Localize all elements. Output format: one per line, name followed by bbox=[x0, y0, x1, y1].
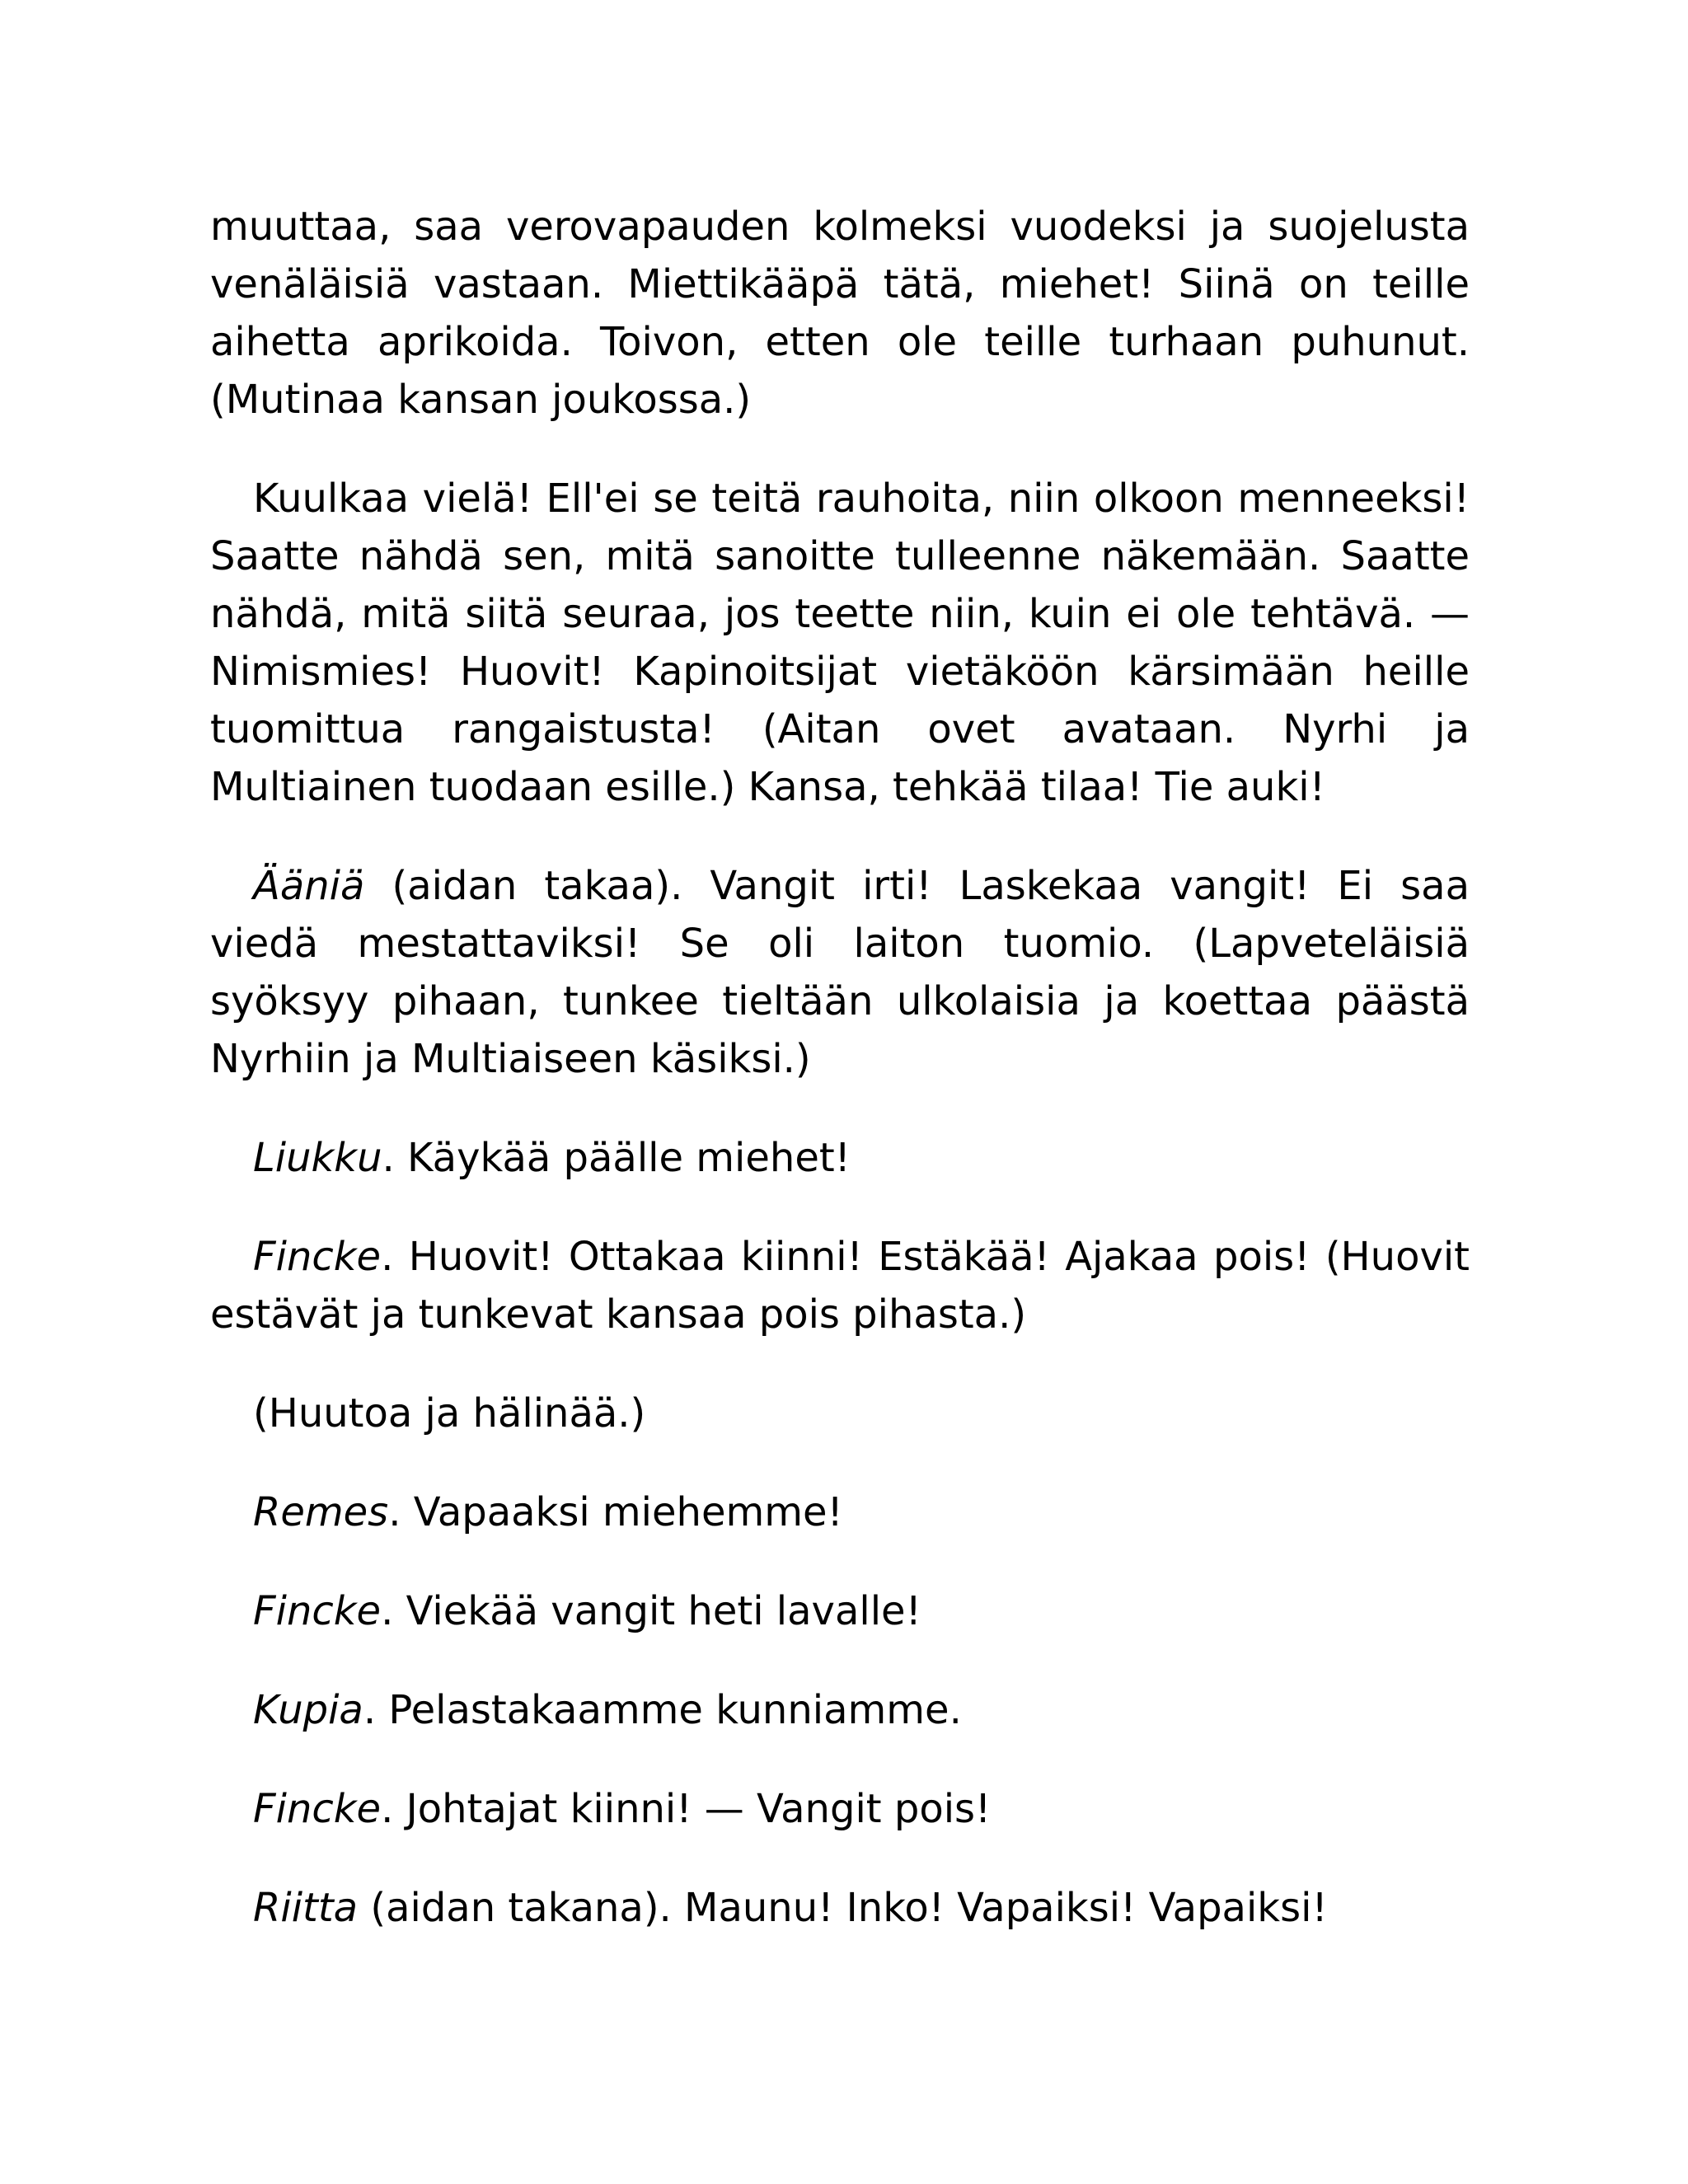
dialogue-text: . Johtajat kiinni! — Vangit pois! bbox=[381, 1786, 992, 1832]
dialogue-text: . Pelastakaamme kunniamme. bbox=[363, 1687, 962, 1733]
speaker-name: Fincke bbox=[253, 1588, 382, 1634]
stage-direction-text: (Huutoa ja hälinää.) bbox=[253, 1390, 646, 1436]
dialogue-line bbox=[210, 1582, 1470, 1640]
paragraph-text: muuttaa, saa verovapauden kolmeksi vuodeksi ja suojelusta venäläisiä vastaan. Miettikääpä tätä, miehet! Siinä on teille aihetta aprikoida. Toivon, etten ole teille turhaan puhunut. (Mutinaa kansan joukossa.) bbox=[210, 204, 1470, 423]
speaker-name: Riitta bbox=[253, 1885, 359, 1931]
speaker-name: Fincke bbox=[253, 1234, 382, 1280]
dialogue-line bbox=[210, 1681, 1470, 1739]
dialogue-text: (aidan takaa). Vangit irti! Laskekaa vangit! Ei saa viedä mestattaviksi! Se oli laiton tuomio. (Lapveteläisiä syöksyy pihaan, tunkee tieltään ulkolaisia ja koettaa päästä Nyrhiin ja Multiaiseen käsiksi.) bbox=[210, 863, 1470, 1082]
dialogue-text: . Käykää päälle miehet! bbox=[382, 1135, 851, 1181]
body-text bbox=[210, 198, 1470, 1978]
paragraph-speech bbox=[210, 470, 1470, 816]
dialogue-text: (aidan takana). Maunu! Inko! Vapaiksi! Vapaiksi! bbox=[358, 1885, 1328, 1931]
paragraph-text: Kuulkaa vielä! Ell'ei se teitä rauhoita, niin olkoon menneeksi! Saatte nähdä sen, mitä sanoitte tulleenne näkemään. Saatte nähdä, mitä siitä seuraa, jos teette niin, kuin ei ole tehtävä. — Nimismies! Huovit! Kapinoitsijat vietäköön kärsimään heille tuomittua rangaistusta! (Aitan ovet avataan. Nyrhi ja Multiainen tuodaan esille.) Kansa, tehkää tilaa! Tie auki! bbox=[210, 476, 1470, 810]
dialogue-line bbox=[210, 857, 1470, 1088]
dialogue-line bbox=[210, 1228, 1470, 1343]
dialogue-line bbox=[210, 1129, 1470, 1187]
stage-direction bbox=[210, 1385, 1470, 1442]
speaker-name: Liukku bbox=[253, 1135, 382, 1181]
dialogue-line bbox=[210, 1483, 1470, 1541]
speaker-name: Kupia bbox=[253, 1687, 363, 1733]
speaker-name: Fincke bbox=[253, 1786, 382, 1832]
dialogue-line bbox=[210, 1879, 1470, 1937]
speaker-name: Remes bbox=[253, 1489, 389, 1535]
dialogue-text: . Huovit! Ottakaa kiinni! Estäkää! Ajakaa pois! (Huovit estävät ja tunkevat kansaa pois pihasta.) bbox=[210, 1234, 1470, 1338]
paragraph-continuation bbox=[210, 198, 1470, 429]
dialogue-text: . Vapaaksi miehemme! bbox=[388, 1489, 843, 1535]
dialogue-text: . Viekää vangit heti lavalle! bbox=[381, 1588, 921, 1634]
speaker-name: Ääniä bbox=[253, 863, 365, 909]
dialogue-line bbox=[210, 1780, 1470, 1838]
